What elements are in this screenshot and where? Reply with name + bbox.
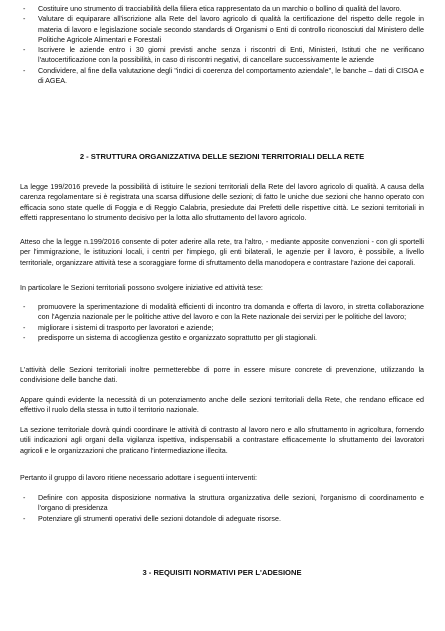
section-2-paragraph-5: Appare quindi evidente la necessità di un potenziamento anche delle sezioni territoriali della Rete, che rendano efficace ed effettivo il ruolo della stessa in tutto il territorio nazionale.	[20, 396, 424, 415]
list-item: - predisporre un sistema di accoglienza gestito e organizzato soprattutto per gli stagionali.	[20, 333, 424, 343]
activities-list	[20, 302, 424, 343]
list-item: - Iscrivere le aziende entro i 30 giorni previsti anche senza i riscontri di Enti, Ministeri, Istituti che ne verificano l'autocertificazione con la possibilità, in caso di riscontri negativi, di cancellare successivamente le aziende	[20, 45, 424, 66]
list-item: - promuovere la sperimentazione di modalità efficienti di incontro tra domanda e offerta di lavoro, in stretta collaborazione con l'Agenzia nazionale per le politiche attive del lavoro e con la Rete nazionale dei servizi per le politiche del lavoro;	[20, 302, 424, 323]
list-item: - Condividere, al fine della valutazione degli "indici di coerenza del comportamento aziendale", le banche – dati di CISOA e di AGEA.	[20, 66, 424, 87]
interventions-list	[20, 493, 424, 524]
section-2-paragraph-2: Atteso che la legge n.199/2016 consente di poter aderire alla rete, tra l'altro, - mediante apposite convenzioni - con gli sportelli per l'immigrazione, le istituzioni locali, i centri per l'impiego, gli enti bilaterali, le agenzie per il lavoro, è possibile, a livello territoriale, organizzare attività tese a scoraggiare forme di sfruttamento della manodopera e contrastare l'azione dei caporali.	[20, 238, 424, 267]
list-item: - Costituire uno strumento di tracciabilità della filiera etica rappresentato da un marchio o bollino di qualità del lavoro.	[20, 4, 424, 14]
list-item: - migliorare i sistemi di trasporto per lavoratori e aziende;	[20, 323, 424, 333]
list-item: - Valutare di equiparare all'iscrizione alla Rete del lavoro agricolo di qualità la certificazione del rispetto delle regole in materia di lavoro e legislazione sociale secondo standards di Organismi o Enti di controllo riconosciuti dal Ministero delle Politiche Agricole Alimentari e Forestali	[20, 14, 424, 45]
bullet-list-top	[20, 4, 424, 86]
list-item: - Definire con apposita disposizione normativa la struttura organizzativa delle sezioni, l'organismo di coordinamento e l'organo di presidenza	[20, 493, 424, 514]
section-2-paragraph-7: Pertanto il gruppo di lavoro ritiene necessario adottare i seguenti interventi:	[20, 474, 257, 482]
section-2-paragraph-6: La sezione territoriale dovrà quindi coordinare le attività di contrasto al lavoro nero e allo sfruttamento in agricoltura, fornendo utili indicazioni agli organi della vigilanza ispettiva, indispensabili a contrastare efficacemente lo sfruttamento dei lavoratori agricoli e le organizzazioni che praticano l'intermediazione illecita.	[20, 426, 424, 455]
section-2-heading: 2 - STRUTTURA ORGANIZZATIVA DELLE SEZIONI TERRITORIALI DELLA RETE	[79, 152, 365, 161]
section-2-paragraph-1: La legge 199/2016 prevede la possibilità di istituire le sezioni territoriali della Rete del lavoro agricolo di qualità. A causa della carenza regolamentare si è registrata una scarsa diffusione delle sezioni; di fatto le uniche due sezioni che hanno operato con efficacia sono state quelle di Foggia e di Reggio Calabria, presiedute dai Prefetti delle rispettive città. Le sezioni territoriali in effetti rappresentano lo strumento decisivo per la lotta allo sfruttamento del lavoro agricolo.	[20, 183, 424, 222]
section-2-paragraph-4: L'attività delle Sezioni territoriali inoltre permetterebbe di porre in essere misure concrete di prevenzione, utilizzando la condivisione delle banche dati.	[20, 366, 424, 385]
list-item: - Potenziare gli strumenti operativi delle sezioni dotandole di adeguate risorse.	[20, 514, 424, 524]
section-2-paragraph-3: In particolare le Sezioni territoriali possono svolgere iniziative ed attività tese:	[20, 284, 263, 292]
section-3-heading: 3 - REQUISITI NORMATIVI PER L'ADESIONE	[142, 568, 302, 577]
